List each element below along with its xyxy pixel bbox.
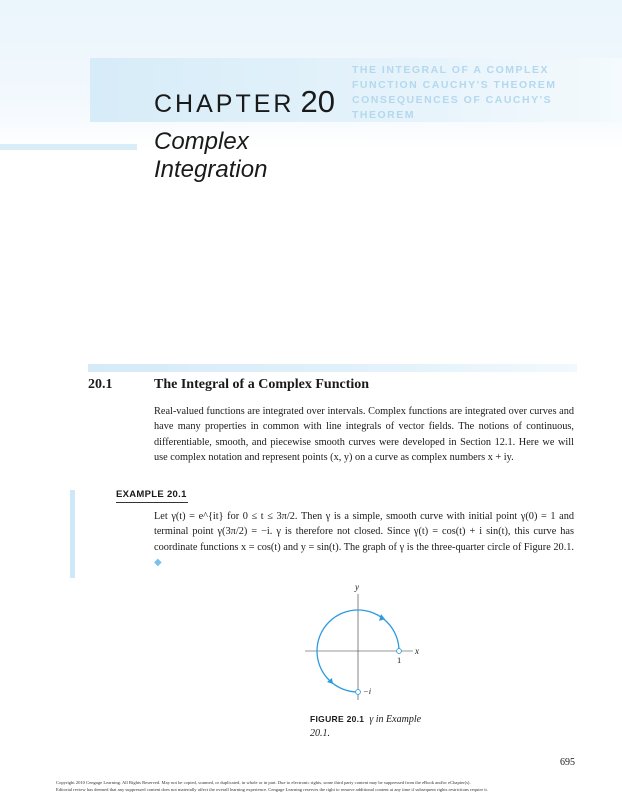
terminal-point-marker — [356, 690, 361, 695]
chapter-label — [154, 84, 335, 120]
toc-line: THEOREM — [352, 109, 415, 121]
chapter-title-line: Integration — [154, 156, 268, 183]
chapter-number: 20 — [300, 84, 335, 119]
section-number: 20.1 — [88, 377, 113, 392]
section-title: The Integral of a Complex Function — [154, 377, 370, 392]
section-intro-paragraph: Real-valued functions are integrated over intervals. Complex functions are integrated over curves and have many properties in common with line integrals of vector fields. The notions of continuous, differentiable, smooth, and piecewise smooth curves were developed in Section 12.1. Here we will use complex notation and represent points (x, y) on a curve as complex numbers x + iy. — [154, 406, 574, 464]
example-side-bar — [70, 490, 75, 578]
section-band — [88, 364, 577, 372]
chapter-contents — [352, 63, 567, 123]
figure-caption — [310, 712, 430, 741]
example-label: EXAMPLE 20.1 — [116, 489, 187, 500]
chapter-word: CHAPTER — [154, 90, 295, 118]
example-body — [154, 509, 574, 571]
example-label-rule — [116, 502, 188, 503]
toc-line: CONSEQUENCES OF CAUCHY'S — [352, 94, 553, 106]
footer-line: Editorial review has deemed that any suppressed content does not materially affect the overall learning experience. Cengage Learning reserves the right to remove additional content at any time if subsequent rights restrictions require it. — [56, 787, 488, 792]
x-axis-label: x — [415, 646, 419, 656]
figure-20-1 — [305, 580, 435, 705]
header-left-stripe — [0, 144, 137, 150]
initial-point-marker — [397, 649, 402, 654]
y-axis-label: y — [355, 582, 359, 592]
figure-caption-label: FIGURE 20.1 — [310, 714, 365, 724]
one-tick-label: 1 — [397, 655, 402, 665]
toc-line: FUNCTION CAUCHY'S THEOREM — [352, 79, 557, 91]
chapter-title — [154, 128, 267, 184]
chapter-title-line: Complex — [154, 128, 249, 155]
end-of-example-icon: ◆ — [154, 557, 162, 569]
page-number: 695 — [560, 757, 575, 768]
minus-i-label: −i — [363, 686, 372, 696]
figure-caption-text: γ in Example 20.1. — [310, 714, 422, 739]
toc-line: THE INTEGRAL OF A COMPLEX — [352, 64, 549, 76]
example-text: Let γ(t) = e^{it} for 0 ≤ t ≤ 3π/2. Then γ is a simple, smooth curve with initial point γ(0) = 1 and terminal point γ(3π/2) = −i. γ is therefore not closed. Since γ(t) = cos(t) + i sin(t), this curve has coordinate functions x = cos(t) and y = sin(t). The graph of γ is the three-quarter circle of Figure 20.1. — [154, 511, 574, 553]
footer-line: Copyright 2010 Cengage Learning. All Rights Reserved. May not be copied, scanned, or duplicated, in whole or in part. Due to electronic rights, some third party content may be suppressed from the eBook and/or eChapter(s). — [56, 780, 471, 785]
copyright-footer — [56, 779, 596, 793]
